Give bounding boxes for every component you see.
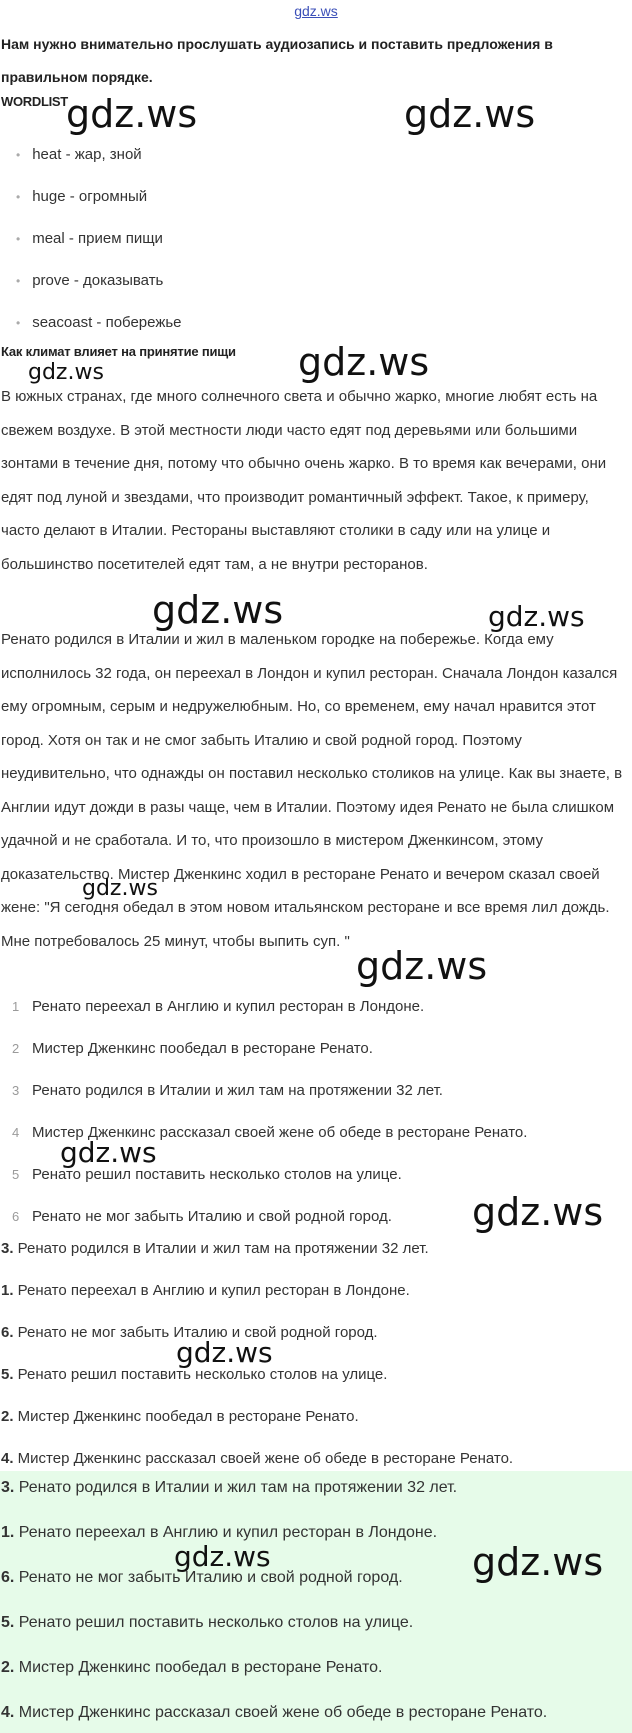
watermark: gdz.ws bbox=[82, 876, 158, 901]
paragraph-2: Ренато родился в Италии и жил в маленьком городке на побережье. Когда ему исполнилось 32 года, он переехал в Лондон и купил ресторан. Сначала Лондон казался ему огромным, серым и недружелюбным. Но, со временем, ему начал нравится этот город. Хотя он так и не смог забыть Италию и свой родной город. Поэтому неудивительно, что однажды он поставил несколько столиков на улице. Как вы знаете, в Англии идут дожди в разы чаще, чем в Италии. Поэтому идея Ренато не была слишком удачной и не сработала. И то, что произошло в мистером Дженкинсом, этому доказательство. Мистер Дженкинс ходил в ресторане Ренато и вечером сказал своей жене: "Я сегодня обедал в этом новом итальянском ресторане и все время лил дождь. Мне потребовалось 25 минут, чтобы выпить суп. " bbox=[1, 631, 623, 950]
watermark: gdz.ws bbox=[488, 600, 585, 633]
answer-item: 1. Ренато переехал в Англию и купил ресторан в Лондоне. bbox=[1, 1524, 438, 1541]
watermark: gdz.ws bbox=[298, 340, 430, 384]
bullet-icon: • bbox=[16, 316, 21, 330]
bullet-icon: • bbox=[16, 190, 21, 204]
numbered-item: 2 Мистер Дженкинс пообедал в ресторане Ренато. bbox=[12, 1040, 373, 1057]
numbered-item: 6 Ренато не мог забыть Италию и свой родной город. bbox=[12, 1208, 392, 1225]
watermark: gdz.ws bbox=[472, 1190, 604, 1234]
paragraph-1: В южных странах, где много солнечного света и обычно жарко, многие любят есть на свежем воздухе. В этой местности люди часто едят под деревьями или большими зонтами в течение дня, потому что обычно очень жарко. В то время как вечерами, они едят под луной и звездами, что производит романтичный эффект. Такое, к примеру, часто делают в Италии. Рестораны выставляют столики в саду или на улице и большинство посетителей едят там, а не внутри ресторанов. bbox=[1, 388, 607, 573]
answer-item: 5. Ренато решил поставить несколько столов на улице. bbox=[1, 1366, 388, 1383]
watermark: gdz.ws bbox=[176, 1336, 273, 1369]
answer-item: 2. Мистер Дженкинс пообедал в ресторане Ренато. bbox=[1, 1659, 383, 1676]
answer-item: 4. Мистер Дженкинс рассказал своей жене об обеде в ресторане Ренато. bbox=[1, 1450, 514, 1467]
answer-item: 4. Мистер Дженкинс рассказал своей жене об обеде в ресторане Ренато. bbox=[1, 1704, 548, 1721]
watermark: gdz.ws bbox=[404, 92, 536, 136]
watermark: gdz.ws bbox=[28, 360, 104, 385]
numbered-item: 3 Ренато родился в Италии и жил там на протяжении 32 лет. bbox=[12, 1082, 443, 1099]
watermark: gdz.ws bbox=[472, 1540, 604, 1584]
watermark: gdz.ws bbox=[152, 588, 284, 632]
wordlist-item: • seacoast - побережье bbox=[16, 314, 182, 331]
numbered-item: 1 Ренато переехал в Англию и купил ресторан в Лондоне. bbox=[12, 998, 425, 1015]
answer-item: 1. Ренато переехал в Англию и купил ресторан в Лондоне. bbox=[1, 1282, 410, 1299]
answer-item: 6. Ренато не мог забыть Италию и свой родной город. bbox=[1, 1569, 403, 1586]
answer-item: 3. Ренато родился в Италии и жил там на протяжении 32 лет. bbox=[1, 1479, 458, 1496]
answer-item: 2. Мистер Дженкинс пообедал в ресторане Ренато. bbox=[1, 1408, 359, 1425]
wordlist-item: • heat - жар, зной bbox=[16, 146, 142, 163]
watermark: gdz.ws bbox=[66, 92, 198, 136]
answer-item: 3. Ренато родился в Италии и жил там на протяжении 32 лет. bbox=[1, 1240, 429, 1257]
site-link[interactable]: gdz.ws bbox=[294, 3, 338, 19]
wordlist-item: • huge - огромный bbox=[16, 188, 148, 205]
bullet-icon: • bbox=[16, 274, 21, 288]
wordlist-item: • prove - доказывать bbox=[16, 272, 164, 289]
bullet-icon: • bbox=[16, 232, 21, 246]
text-title: Как климат влияет на принятие пищи bbox=[1, 344, 236, 359]
watermark: gdz.ws bbox=[60, 1136, 157, 1169]
intro-text: Нам нужно внимательно прослушать аудиозапись и поставить предложения в правильном порядке. bbox=[1, 36, 553, 85]
wordlist-item: • meal - прием пищи bbox=[16, 230, 163, 247]
bullet-icon: • bbox=[16, 148, 21, 162]
numbered-item: 5 Ренато решил поставить несколько столов на улице. bbox=[12, 1166, 402, 1183]
answer-item: 5. Ренато решил поставить несколько столов на улице. bbox=[1, 1614, 414, 1631]
numbered-item: 4 Мистер Дженкинс рассказал своей жене об обеде в ресторане Ренато. bbox=[12, 1124, 528, 1141]
watermark: gdz.ws bbox=[356, 944, 488, 988]
wordlist-title: WORDLIST bbox=[1, 94, 68, 109]
watermark: gdz.ws bbox=[174, 1540, 271, 1573]
answer-highlight-box bbox=[0, 1471, 632, 1733]
answer-item: 6. Ренато не мог забыть Италию и свой родной город. bbox=[1, 1324, 378, 1341]
